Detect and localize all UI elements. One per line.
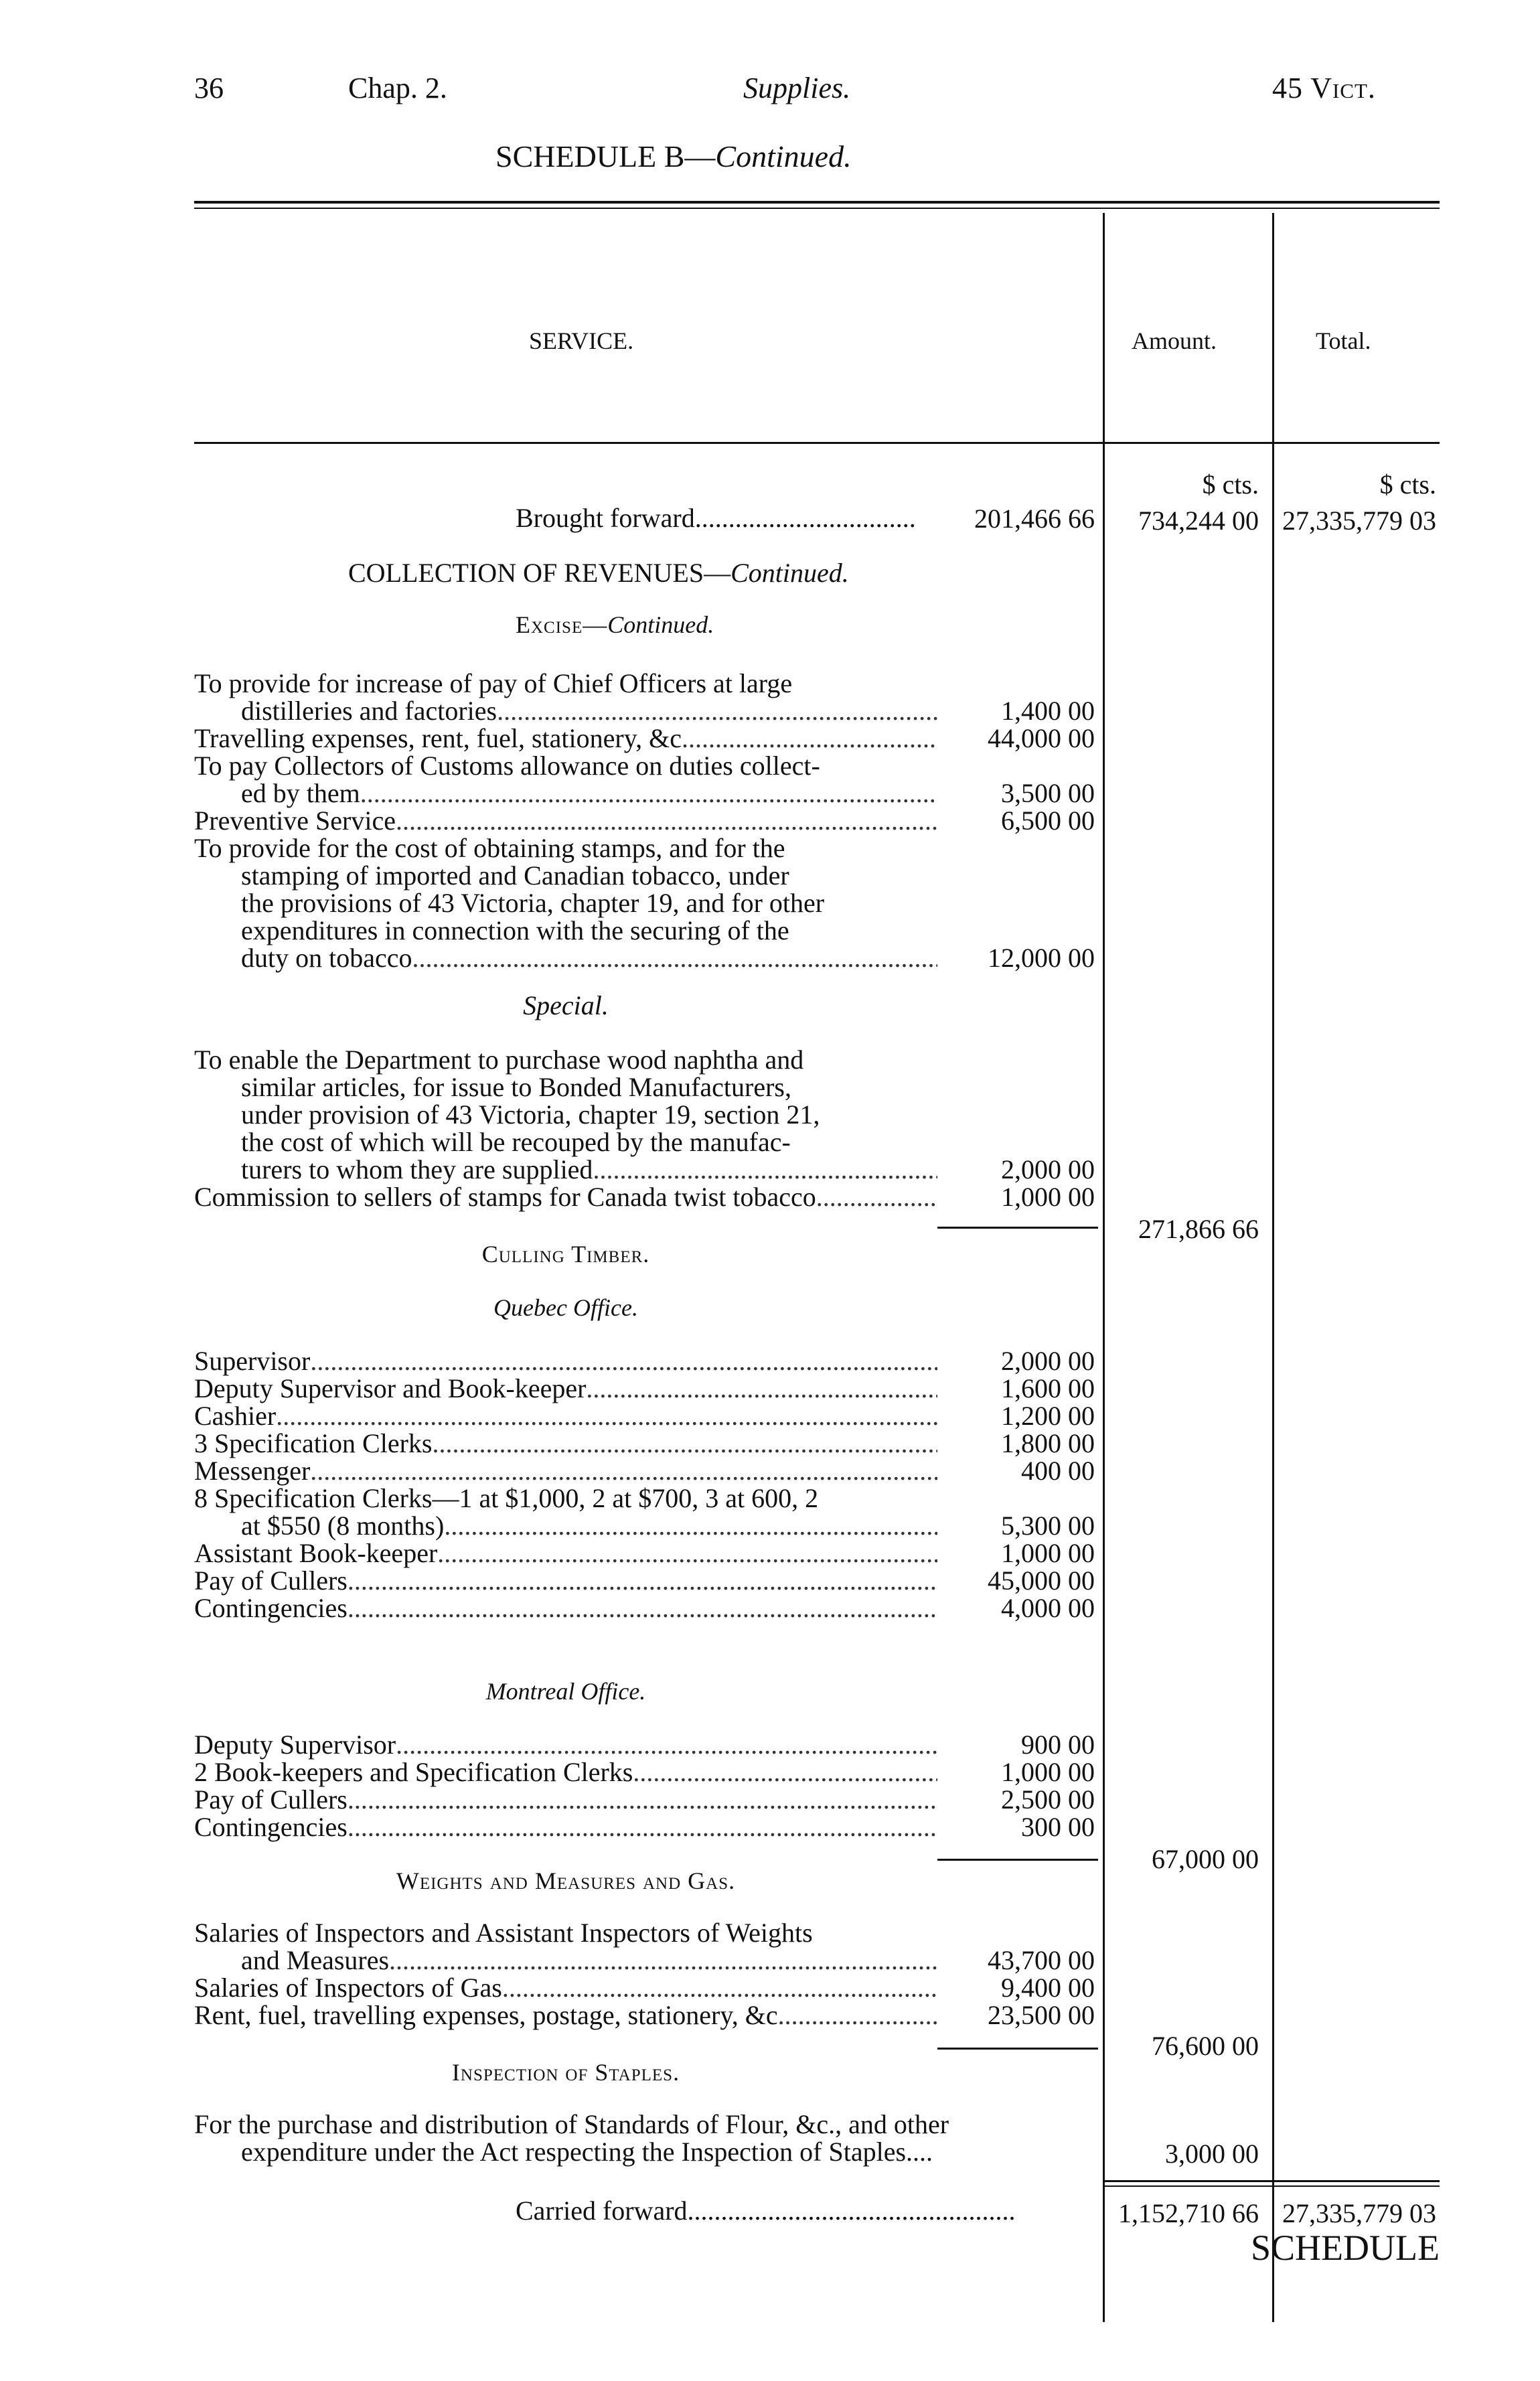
collection-heading-cont: Continued.: [730, 558, 849, 588]
list-item: [194, 1402, 937, 1430]
list-item: [194, 1919, 937, 1974]
item-line: Pay of Cullers: [194, 1784, 348, 1815]
column-heading-total: Total.: [1316, 327, 1371, 354]
item-line: Messenger: [194, 1456, 311, 1486]
item-line: To pay Collectors of Customs allowance on duties collect-: [194, 751, 820, 781]
currency-marker-total: $ cts.: [1379, 469, 1436, 500]
item-line: Supervisor: [194, 1346, 311, 1376]
staples-heading: Inspection of Staples.: [451, 2059, 680, 2086]
item-line: ed by them: [241, 778, 360, 808]
list-item: [194, 724, 937, 752]
schedule-title-cont: Continued.: [715, 139, 852, 173]
item-amount: 23,500 00: [988, 2000, 1095, 2030]
column-heading-amount: Amount.: [1132, 327, 1217, 354]
item-amount: 400 00: [1021, 1456, 1095, 1486]
item-amount: 900 00: [1021, 1730, 1095, 1760]
item-line: similar articles, for issue to Bonded Manufacturers,: [241, 1072, 791, 1102]
item-line: Commission to sellers of stamps for Canada twist tobacco: [194, 1182, 816, 1212]
item-amount: 44,000 00: [988, 723, 1095, 753]
item-amount: 2,000 00: [1001, 1154, 1095, 1184]
schedule-title-main: SCHEDULE B—: [495, 139, 716, 173]
item-line: expenditures in connection with the securing of the: [241, 915, 789, 945]
item-line: Contingencies: [194, 1593, 348, 1623]
item-line: 8 Specification Clerks—1 at $1,000, 2 at $700, 3 at 600, 2: [194, 1483, 819, 1513]
item-line: Preventive Service: [194, 805, 396, 836]
list-item: [194, 1786, 937, 1813]
chapter-label: Chap. 2.: [348, 72, 447, 104]
column-rule-total: [1272, 213, 1274, 2322]
item-amount: 300 00: [1021, 1812, 1095, 1842]
staples-line-2: expenditure under the Act respecting the Inspection of Staples....: [241, 2137, 933, 2167]
page-number: 36: [194, 72, 224, 104]
item-line: and Measures: [241, 1945, 390, 1975]
brought-forward-total: 27,335,779 03: [1282, 506, 1436, 536]
carried-forward-amount: 1,152,710 66: [1118, 2198, 1259, 2228]
item-line: To enable the Department to purchase wood naphtha and: [194, 1045, 804, 1075]
quebec-office-heading: Quebec Office.: [493, 1294, 638, 1321]
currency-marker-amount: $ cts.: [1202, 469, 1259, 500]
item-line: duty on tobacco: [241, 943, 412, 973]
list-item: [194, 807, 937, 834]
weights-subtotal: 76,600 00: [1152, 2031, 1259, 2061]
list-item: [194, 1974, 937, 2001]
item-line: To provide for increase of pay of Chief Officers at large: [194, 668, 793, 698]
item-amount: 1,000 00: [1001, 1757, 1095, 1787]
item-amount: 1,800 00: [1001, 1428, 1095, 1458]
excise-heading-cont: Continued.: [607, 611, 714, 638]
carried-rule-1: [1105, 2180, 1440, 2182]
item-line: Cashier: [194, 1401, 277, 1431]
list-item: [194, 1539, 937, 1567]
item-line: stamping of imported and Canadian tobacco, under: [241, 860, 789, 891]
schedule-title: [495, 139, 852, 173]
special-subtotal-rule: [937, 1227, 1098, 1229]
carried-forward-label: Carried forward: [516, 2196, 688, 2226]
item-amount: 1,000 00: [1001, 1182, 1095, 1212]
item-line: Deputy Supervisor and Book-keeper: [194, 1373, 587, 1403]
item-amount: 1,400 00: [1001, 696, 1095, 726]
item-line: Salaries of Inspectors of Gas: [194, 1973, 502, 2003]
list-item: [194, 1731, 937, 1758]
list-item: [194, 670, 937, 724]
list-item: [194, 752, 937, 807]
item-line: Assistant Book-keeper: [194, 1538, 438, 1568]
list-item: [194, 1567, 937, 1594]
column-heading-service: SERVICE.: [529, 327, 634, 354]
staples-item: [194, 2110, 1098, 2165]
carried-forward-total: 27,335,779 03: [1282, 2198, 1436, 2228]
weights-subtotal-rule: [937, 2048, 1098, 2050]
item-line: Rent, fuel, travelling expenses, postage, stationery, &c: [194, 2000, 778, 2030]
item-line: 3 Specification Clerks: [194, 1428, 433, 1458]
carried-rule-2: [1105, 2185, 1440, 2187]
item-amount: 6,500 00: [1001, 805, 1095, 836]
heading-rule: [194, 442, 1440, 444]
staples-line-1: For the purchase and distribution of Standards of Flour, &c., and other: [194, 2109, 949, 2139]
culling-subtotal: 67,000 00: [1152, 1844, 1259, 1874]
top-rule-thick: [194, 201, 1440, 204]
excise-heading: [516, 611, 714, 639]
list-item: [194, 1347, 937, 1375]
list-item: [194, 1183, 937, 1211]
montreal-office-heading: Montreal Office.: [485, 1678, 646, 1705]
collection-heading-main: COLLECTION OF REVENUES—: [348, 558, 731, 588]
item-amount: 4,000 00: [1001, 1593, 1095, 1623]
brought-forward-amount: 734,244 00: [1138, 506, 1259, 536]
item-line: under provision of 43 Victoria, chapter 19, section 21,: [241, 1099, 820, 1130]
item-amount: 3,500 00: [1001, 778, 1095, 808]
list-item: [194, 1813, 937, 1841]
item-line: 2 Book-keepers and Specification Clerks: [194, 1757, 633, 1787]
item-amount: 45,000 00: [988, 1565, 1095, 1596]
regnal-year: 45 Vict.: [1272, 72, 1376, 104]
item-line: distilleries and factories: [241, 696, 497, 726]
item-line: Deputy Supervisor: [194, 1730, 396, 1760]
item-line: turers to whom they are supplied: [241, 1154, 593, 1184]
weights-measures-heading: Weights and Measures and Gas.: [396, 1867, 736, 1894]
item-line: at $550 (8 months): [241, 1511, 445, 1541]
brought-forward-row: Brought forward .................................: [516, 503, 916, 533]
carried-forward-row: Carried forward .................................................: [516, 2196, 1016, 2226]
top-rule-thin: [194, 208, 1440, 209]
item-amount: 1,000 00: [1001, 1538, 1095, 1568]
running-title: Supplies.: [743, 72, 851, 104]
list-item: [194, 1430, 937, 1457]
list-item: [194, 1046, 937, 1183]
item-line: Salaries of Inspectors and Assistant Inspectors of Weights: [194, 1918, 813, 1948]
list-item: [194, 1375, 937, 1402]
item-line: To provide for the cost of obtaining stamps, and for the: [194, 833, 785, 863]
brought-forward-label: Brought forward: [516, 503, 695, 533]
list-item: [194, 834, 937, 972]
list-item: [194, 1758, 937, 1786]
list-item: [194, 1484, 937, 1539]
item-amount: 43,700 00: [988, 1945, 1095, 1975]
special-heading: Special.: [523, 990, 609, 1020]
item-amount: 9,400 00: [1001, 1973, 1095, 2003]
item-line: the provisions of 43 Victoria, chapter 19, and for other: [241, 888, 825, 918]
catchword: SCHEDULE: [1251, 2228, 1440, 2268]
special-subtotal: 271,866 66: [1138, 1214, 1259, 1244]
item-line: Contingencies: [194, 1812, 348, 1842]
item-line: Pay of Cullers: [194, 1565, 348, 1596]
collection-heading: [348, 558, 849, 588]
item-amount: 12,000 00: [988, 943, 1095, 973]
staples-amount: 3,000 00: [1165, 2139, 1259, 2169]
item-amount: 2,500 00: [1001, 1784, 1095, 1815]
item-amount: 1,600 00: [1001, 1373, 1095, 1403]
list-item: [194, 2001, 937, 2029]
item-amount: 2,000 00: [1001, 1346, 1095, 1376]
item-line: Travelling expenses, rent, fuel, stationery, &c: [194, 723, 682, 753]
item-amount: 1,200 00: [1001, 1401, 1095, 1431]
item-amount: 5,300 00: [1001, 1511, 1095, 1541]
excise-heading-main: Excise—: [516, 611, 608, 638]
list-item: [194, 1457, 937, 1484]
culling-timber-heading: Culling Timber.: [481, 1241, 650, 1268]
item-line: the cost of which will be recouped by the manufac-: [241, 1127, 791, 1157]
brought-forward-value: 201,466 66: [974, 504, 1095, 534]
list-item: [194, 1594, 937, 1622]
culling-subtotal-rule: [937, 1859, 1098, 1861]
